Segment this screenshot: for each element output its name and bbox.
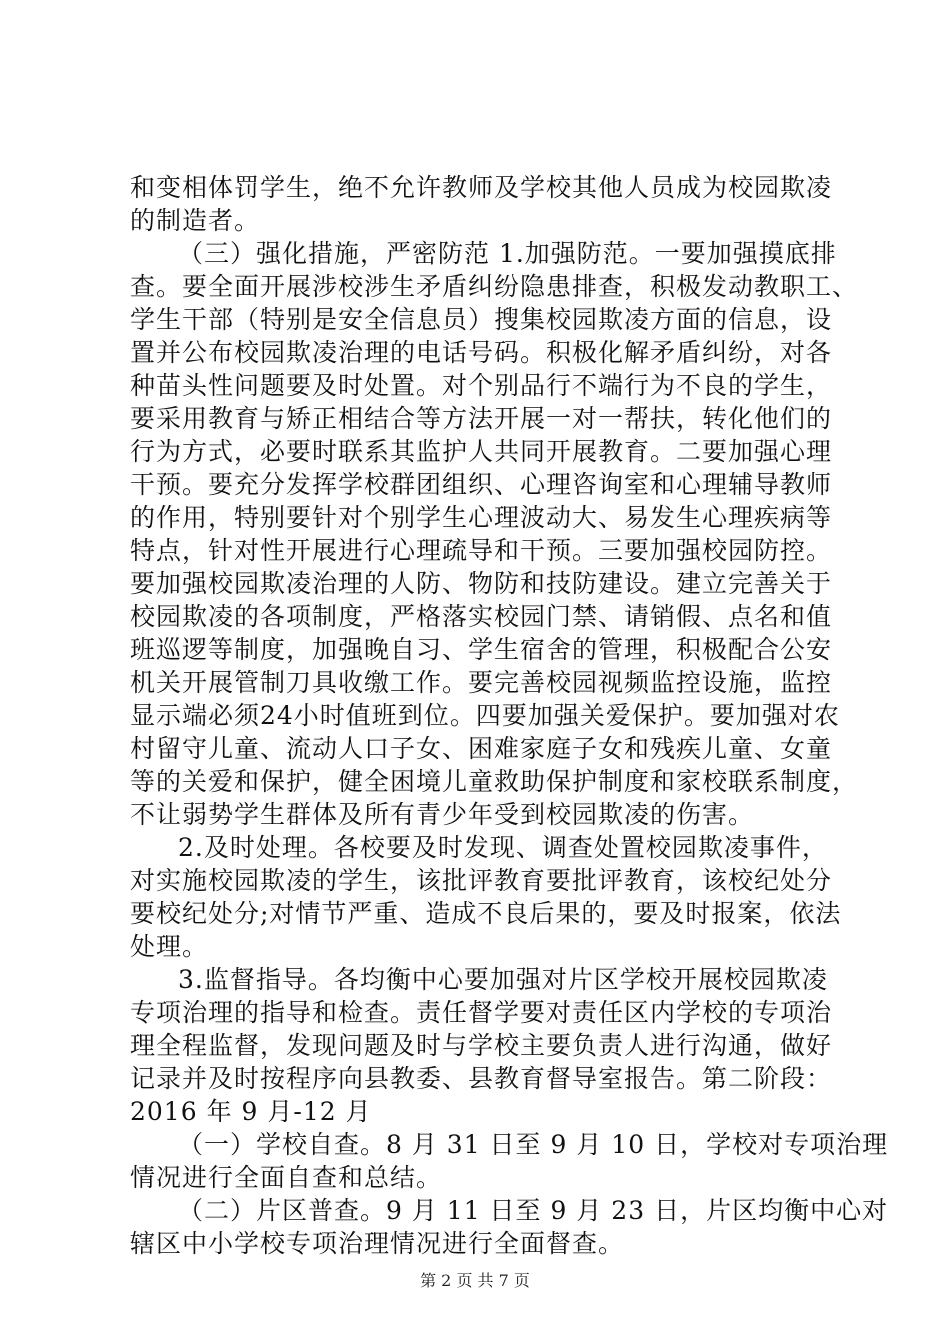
- page-footer: 第 2 页 共 7 页: [420, 1271, 530, 1290]
- text-line: 记录并及时按程序向县教委、县教育督导室报告。第二阶段：: [130, 1064, 833, 1093]
- text-line: 特点，针对性开展进行心理疏导和干预。三要加强校园防控。: [130, 536, 833, 565]
- text-line: 对实施校园欺凌的学生，该批评教育要批评教育，该校纪处分: [130, 866, 833, 895]
- text-line: 要采用教育与矫正相结合等方法开展一对一帮扶，转化他们的: [130, 404, 833, 433]
- text-line: 校园欺凌的各项制度，严格落实校园门禁、请销假、点名和值: [130, 602, 833, 631]
- text-line: （二）片区普查。9 月 11 日至 9 月 23 日，片区均衡中心对: [178, 1196, 889, 1225]
- text-line: 要校纪处分;对情节严重、造成不良后果的，要及时报案，依法: [130, 899, 842, 928]
- text-line: 置并公布校园欺凌治理的电话号码。积极化解矛盾纠纷，对各: [130, 338, 833, 367]
- text-line: 学生干部（特别是安全信息员）搜集校园欺凌方面的信息，设: [130, 305, 833, 334]
- text-line: 专项治理的指导和检查。责任督学要对责任区内学校的专项治: [130, 998, 833, 1027]
- text-line: （一）学校自查。8 月 31 日至 9 月 10 日，学校对专项治理: [178, 1130, 889, 1159]
- text-line: 和变相体罚学生，绝不允许教师及学校其他人员成为校园欺凌: [130, 173, 833, 202]
- text-line: 处理。: [130, 932, 209, 961]
- text-line: 班巡逻等制度，加强晚自习、学生宿舍的管理，积极配合公安: [130, 635, 833, 664]
- text-line: 理全程监督，发现问题及时与学校主要负责人进行沟通，做好: [130, 1031, 833, 1060]
- text-line: 3.监督指导。各均衡中心要加强对片区学校开展校园欺凌: [178, 965, 828, 994]
- text-line: 等的关爱和保护，健全困境儿童救助保护制度和家校联系制度，: [130, 767, 859, 796]
- text-line: 行为方式，必要时联系其监护人共同开展教育。二要加强心理: [130, 437, 833, 466]
- text-line: 显示端必须24小时值班到位。四要加强关爱保护。要加强对农: [130, 701, 840, 730]
- text-line: 不让弱势学生群体及所有青少年受到校园欺凌的伤害。: [130, 800, 755, 829]
- text-line: 村留守儿童、流动人口子女、困难家庭子女和残疾儿童、女童: [130, 734, 833, 763]
- text-line: 的作用，特别要针对个别学生心理波动大、易发生心理疾病等: [130, 503, 833, 532]
- text-line: 查。要全面开展涉校涉生矛盾纠纷隐患排查，积极发动教职工、: [130, 272, 859, 301]
- text-line: 2.及时处理。各校要及时发现、调查处置校园欺凌事件，: [178, 833, 828, 862]
- text-line: 种苗头性问题要及时处置。对个别品行不端行为不良的学生，: [130, 371, 833, 400]
- text-line: 要加强校园欺凌治理的人防、物防和技防建设。建立完善关于: [130, 569, 833, 598]
- text-line: 干预。要充分发挥学校群团组织、心理咨询室和心理辅导教师: [130, 470, 833, 499]
- text-line: 情况进行全面自查和总结。: [130, 1163, 443, 1192]
- text-line: 的制造者。: [130, 206, 261, 235]
- text-line: 2016 年 9 月-12 月: [130, 1097, 372, 1126]
- text-line: （三）强化措施，严密防范 1.加强防范。一要加强摸底排: [178, 239, 837, 268]
- text-line: 机关开展管制刀具收缴工作。要完善校园视频监控设施，监控: [130, 668, 833, 697]
- text-line: 辖区中小学校专项治理情况进行全面督查。: [130, 1229, 625, 1258]
